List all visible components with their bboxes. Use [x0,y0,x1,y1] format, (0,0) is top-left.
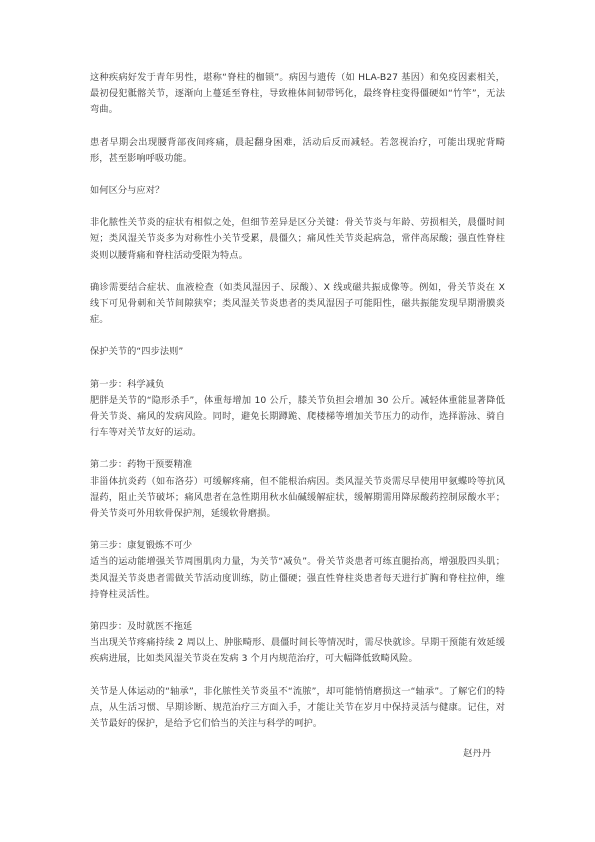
step-4-body: 当出现关节疼痛持续 2 周以上、肿胀畸形、晨僵时间长等情况时，需尽快就诊。早期干预能有效延缓疾病进展，比如类风湿关节炎在发病 3 个月内规范治疗，可大幅降低致畸风险。 [90,637,505,665]
step-2-body: 非甾体抗炎药（如布洛芬）可缓解疼痛，但不能根治病因。类风湿关节炎需尽早使用甲氨蝶呤等抗风湿药，阻止关节破坏；痛风患者在急性期用秋水仙碱缓解症状，缓解期需用降尿酸药控制尿酸水平；骨关节炎可外用软骨保护剂，延缓软骨磨损。 [90,475,505,520]
intro-paragraph-2: 患者早期会出现腰背部夜间疼痛，晨起翻身困难，活动后反而减轻。若忽视治疗，可能出现驼背畸形，甚至影响呼吸功能。 [90,136,505,164]
differentiate-paragraph-2: 确诊需要结合症状、血液检查（如类风湿因子、尿酸）、X 线或磁共振成像等。例如，骨关节炎在 X 线下可见骨刺和关节间隙狭窄；类风湿关节炎患者的类风湿因子可能阳性，磁共振能发现早期滑膜炎症。 [90,281,505,326]
step-2-title: 第二步：药物干预要精准 [90,459,193,471]
author-signature: 赵丹丹 [463,748,491,760]
step-3-body: 适当的运动能增强关节周围肌肉力量，为关节“减负”。骨关节炎患者可练直腿抬高，增强股四头肌；类风湿关节炎患者需做关节活动度训练，防止僵硬；强直性脊柱炎患者每天进行扩胸和脊柱拉伸，维持脊柱灵活性。 [90,556,505,600]
step-1-title: 第一步：科学减负 [90,378,165,390]
step-1-body: 肥胖是关节的“隐形杀手”，体重每增加 10 公斤，膝关节负担会增加 30 公斤。减轻体重能显著降低骨关节炎、痛风的发病风险。同时，避免长期蹲跪、爬楼梯等增加关节压力的动作，选择游泳、骑自行车等对关节友好的运动。 [90,394,505,439]
conclusion-paragraph: 关节是人体运动的“轴承”，非化脓性关节炎虽不“流脓”，却可能悄悄磨损这一“轴承”。了解它们的特点，从生活习惯、早期诊断、规范治疗三方面入手，才能让关节在岁月中保持灵活与健康。记住，对关节最好的保护，是给予它们恰当的关注与科学的呵护。 [90,685,505,730]
step-3-title: 第三步：康复锻炼不可少 [90,540,193,552]
step-4-title: 第四步：及时就医不拖延 [90,621,193,633]
section-heading-differentiate: 如何区分与应对？ [90,185,165,197]
section-heading-four-rules: 保护关节的“四步法则” [90,346,184,358]
differentiate-paragraph-1: 非化脓性关节炎的症状有相似之处，但细节差异是区分关键：骨关节炎与年龄、劳损相关，晨僵时间短；类风湿关节炎多为对称性小关节受累，晨僵久；痛风性关节炎起病急，常伴高尿酸；强直性脊柱炎则以腰背痛和脊柱活动受限为特点。 [90,217,505,261]
intro-paragraph-1: 这种疾病好发于青年男性，堪称“脊柱的枷锁”。病因与遗传（如 HLA-B27 基因）和免疫因素相关，最初侵犯骶髂关节，逐渐向上蔓延至脊柱，导致椎体间韧带钙化，最终脊柱变得僵硬如“竹竿”，无法弯曲。 [90,72,505,116]
